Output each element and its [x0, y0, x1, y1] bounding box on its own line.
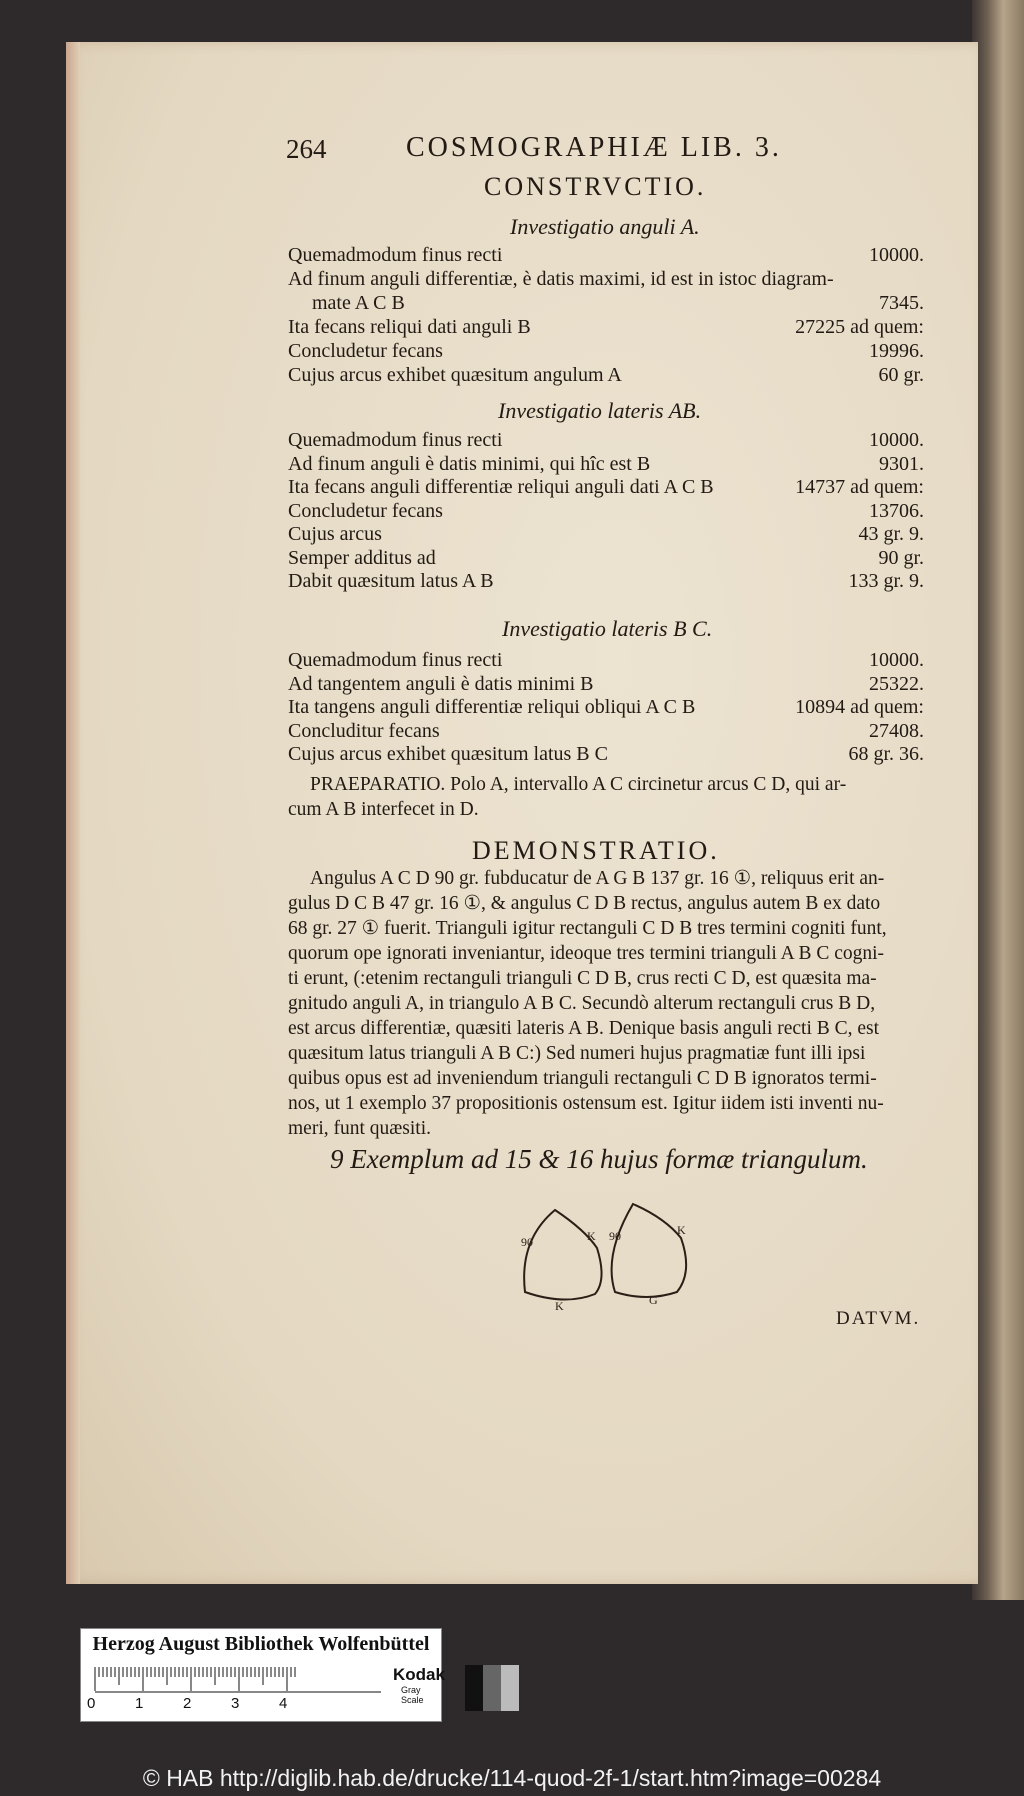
copyright-footer: © HAB http://diglib.hab.de/drucke/114-quod-2f-1/start.htm?image=00284	[0, 1760, 1024, 1796]
left-triangle	[524, 1210, 601, 1300]
row-label: Dabit quæsitum latus A B	[288, 570, 494, 592]
table-row	[288, 476, 924, 500]
demonstratio-line: quorum ope ignorati inveniantur, ideoque tres termini trianguli A B C cogni-	[288, 943, 885, 964]
table-row	[312, 292, 924, 316]
table-row	[288, 244, 924, 268]
row-label: Cujus arcus	[288, 523, 382, 545]
table-row	[288, 720, 924, 744]
demonstratio-line: meri, funt quæsiti.	[288, 1118, 431, 1139]
gray-swatch-dark	[465, 1665, 483, 1711]
right-triangle	[612, 1204, 687, 1297]
row-value: 90 gr.	[878, 546, 924, 569]
exemplum-heading: 9 Exemplum ad 15 & 16 hujus formæ triangulum.	[330, 1144, 868, 1174]
row-label: Ita tangens anguli differentiæ reliqui obliqui A C B	[288, 696, 696, 718]
page-gutter-shadow	[66, 42, 80, 1584]
row-value: 7345.	[879, 292, 924, 314]
row-label: Concludetur fecans	[288, 340, 443, 362]
row-label: Cujus arcus exhibet quæsitum angulum A	[288, 364, 622, 386]
diagram-label: G	[649, 1293, 658, 1307]
row-label: mate A C B	[312, 292, 405, 314]
row-label: Semper additus ad	[288, 546, 436, 569]
row-label: Concludetur fecans	[288, 499, 443, 522]
table-row	[288, 364, 924, 388]
spherical-triangles-diagram	[515, 1200, 705, 1310]
praeparatio-line: cum A B interfecet in D.	[288, 799, 479, 820]
table-row	[288, 743, 924, 767]
table-row	[288, 673, 924, 697]
kodak-brand: Kodak	[393, 1665, 445, 1684]
row-value: 10000.	[869, 429, 924, 451]
table-row	[288, 547, 924, 571]
ruler-scale	[91, 1665, 381, 1693]
table-row	[288, 523, 924, 547]
demonstratio-line: gnitudo anguli A, in triangulo A B C. Secundò alterum rectanguli crus B D,	[288, 993, 876, 1014]
praeparatio-paragraph-cont	[288, 797, 924, 822]
catchword: DATVM.	[836, 1308, 921, 1329]
row-value: 10894 ad quem:	[795, 696, 924, 718]
demonstratio-line: quæsitum latus trianguli A B C:) Sed numeri hujus pragmatiæ funt illi ipsi	[288, 1043, 866, 1064]
table-row	[288, 570, 924, 594]
praeparatio-paragraph	[310, 772, 924, 797]
demonstratio-title: DEMONSTRATIO.	[472, 836, 720, 865]
demonstratio-line: ti erunt, (:etenim rectanguli trianguli C D B, crus recti C D, est quæsita ma-	[288, 968, 877, 989]
row-label: Ad tangentem anguli è datis minimi B	[288, 672, 594, 695]
table-row	[288, 340, 924, 364]
adjacent-page-edge	[972, 0, 1024, 1600]
row-label: Cujus arcus exhibet quæsitum latus B C	[288, 743, 608, 765]
row-value: 10000.	[869, 649, 924, 671]
praeparatio-line: PRAEPARATIO. Polo A, intervallo A C circinetur arcus C D, qui ar-	[310, 774, 847, 795]
ruler-numbers	[87, 1695, 387, 1717]
ruler-number: 2	[183, 1695, 192, 1712]
row-value: 27225 ad quem:	[795, 316, 924, 338]
diagram-label: K	[677, 1223, 686, 1237]
library-name: Herzog August Bibliothek Wolfenbüttel	[92, 1633, 430, 1655]
table-row	[288, 696, 924, 720]
kodak-gray-scale-label: Gray Scale	[401, 1685, 424, 1705]
row-value: 27408.	[869, 719, 924, 742]
diagram-label: 90	[521, 1235, 533, 1249]
demonstratio-line: Angulus A C D 90 gr. fubducatur de A G B 137 gr. 16 ①, reliquus erit an-	[310, 868, 885, 889]
table-row	[288, 500, 924, 524]
row-value: 10000.	[869, 244, 924, 266]
library-color-scale	[80, 1628, 445, 1722]
demonstratio-line: nos, ut 1 exemplo 37 propositionis ostensum est. Igitur iidem isti inventi nu-	[288, 1093, 884, 1114]
ruler-number: 0	[87, 1695, 96, 1712]
section-b-heading: Investigatio lateris AB.	[498, 398, 702, 423]
row-label: Ita fecans reliqui dati anguli B	[288, 316, 531, 338]
demonstratio-paragraph	[288, 866, 924, 1141]
gray-swatch-light	[501, 1665, 519, 1711]
demonstratio-line: quibus opus est ad inveniendum trianguli rectanguli C D B ignoratos termi-	[288, 1068, 877, 1089]
row-label: Ita fecans anguli differentiæ reliqui anguli dati A C B	[288, 476, 714, 498]
running-title: COSMOGRAPHIÆ LIB. 3.	[406, 132, 782, 163]
table-row	[288, 453, 924, 477]
section-a-heading: Investigatio anguli A.	[510, 214, 700, 239]
table-row	[288, 649, 924, 673]
gray-swatch-mid	[483, 1665, 501, 1711]
row-label: Quemadmodum finus recti	[288, 244, 503, 266]
section-c-heading: Investigatio lateris B C.	[502, 616, 713, 641]
table-row	[288, 316, 924, 340]
constructio-title: CONSTRVCTIO.	[484, 172, 707, 201]
demonstratio-line: gulus D C B 47 gr. 16 ①, & angulus C D B rectus, angulus autem B ex dato	[288, 893, 881, 914]
row-label: Quemadmodum finus recti	[288, 429, 503, 451]
page-number: 264	[286, 134, 327, 164]
table-row	[288, 268, 924, 292]
diagram-label: 90	[609, 1229, 621, 1243]
ruler-number: 1	[135, 1695, 144, 1712]
demonstratio-line: 68 gr. 27 ① fuerit. Trianguli igitur rectanguli C D B tres termini cogniti funt,	[288, 918, 887, 939]
row-value: 14737 ad quem:	[795, 476, 924, 498]
row-label: Ad finum anguli è datis minimi, qui hîc est B	[288, 452, 651, 475]
row-label: Quemadmodum finus recti	[288, 649, 503, 671]
ruler-number: 3	[231, 1695, 240, 1712]
row-value: 43 gr. 9.	[858, 523, 924, 545]
diagram-label: K	[555, 1299, 564, 1310]
row-value: 9301.	[879, 452, 924, 475]
row-label: Ad finum anguli differentiæ, è datis maximi, id est in istoc diagram-	[288, 268, 834, 290]
row-value: 133 gr. 9.	[848, 570, 924, 592]
ruler-number: 4	[279, 1695, 288, 1712]
diagram-label: K	[587, 1229, 596, 1243]
row-value: 25322.	[869, 672, 924, 695]
table-row	[288, 429, 924, 453]
row-label: Concluditur fecans	[288, 719, 440, 742]
row-value: 19996.	[869, 340, 924, 362]
row-value: 13706.	[869, 499, 924, 522]
demonstratio-line: est arcus differentiæ, quæsiti lateris A B. Denique basis anguli recti B C, est	[288, 1018, 880, 1039]
row-value: 60 gr.	[878, 364, 924, 386]
row-value: 68 gr. 36.	[848, 743, 924, 765]
